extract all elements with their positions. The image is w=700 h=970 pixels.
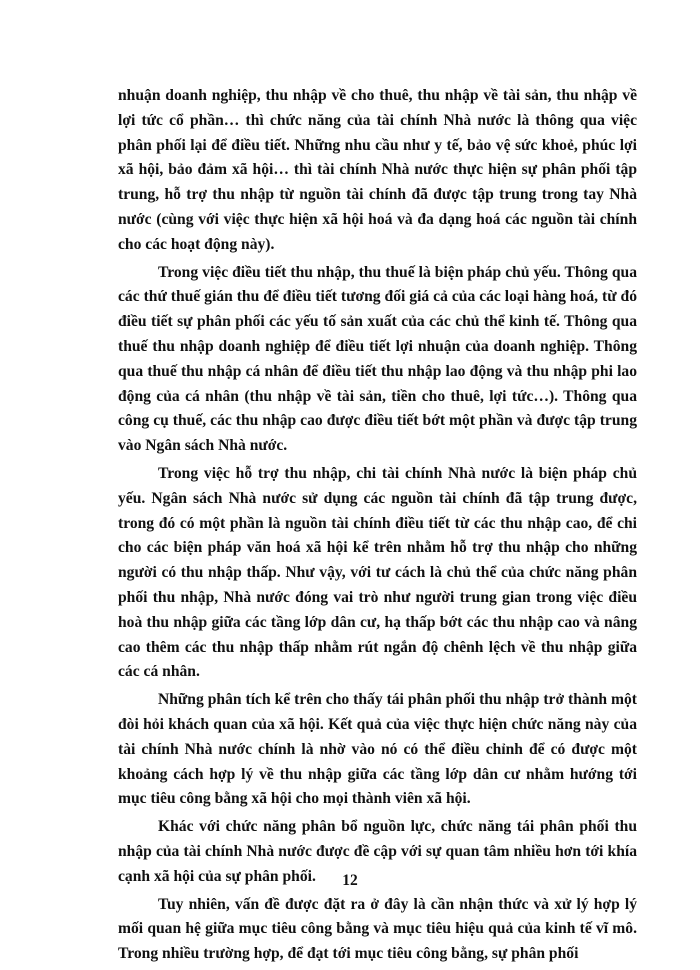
paragraph-tax-regulation: Trong việc điều tiết thu nhập, thu thuế là biện pháp chủ yếu. Thông qua các thứ thuế gián thu để điều tiết tương đối giá cả của các loại hàng hoá, từ đó điều tiết sự phân phối các yếu tố sản xuất của các chủ thể kinh tế. Thông qua thuế thu nhập doanh nghiệp để điều tiết lợi nhuận của doanh nghiệp. Thông qua thuế thu nhập cá nhân để điều tiết thu nhập lao động và thu nhập phi lao động của cá nhân (thu nhập về tài sản, tiền cho thuê, lợi tức…). Thông qua công cụ thuế, các thu nhập cao được điều tiết bớt một phần và được tập trung vào Ngân sách Nhà nước. <box>118 263 637 455</box>
paragraph-however: Tuy nhiên, vấn đề được đặt ra ở đây là cần nhận thức và xử lý hợp lý mối quan hệ giữa mục tiêu công bằng và mục tiêu hiệu quả của kinh tế vĩ mô. Trong nhiều trường hợp, để đạt tới mục tiêu công bằng, sự phân phối <box>118 895 637 963</box>
body-text <box>118 84 637 970</box>
paragraph-income-support: Trong việc hỗ trợ thu nhập, chi tài chính Nhà nước là biện pháp chủ yếu. Ngân sách Nhà nước sử dụng các nguồn tài chính đã tập trung được, trong đó có một phần là nguồn tài chính điều tiết từ các thu nhập cao, để chi cho các biện pháp văn hoá xã hội kể trên nhằm hỗ trợ thu nhập cho những người có thu nhập thấp. Như vậy, với tư cách là chủ thể của chức năng phân phối thu nhập, Nhà nước đóng vai trò như người trung gian trong việc điều hoà thu nhập giữa các tầng lớp dân cư, hạ thấp bớt các thu nhập cao và nâng cao thêm các thu nhập thấp nhằm rút ngắn độ chênh lệch về thu nhập giữa các cá nhân. <box>118 464 637 681</box>
paragraph-analysis: Những phân tích kể trên cho thấy tái phân phối thu nhập trở thành một đòi hỏi khách quan của xã hội. Kết quả của việc thực hiện chức năng này của tài chính Nhà nước chính là nhờ vào nó có thể điều chỉnh để có được một khoảng cách hợp lý về thu nhập giữa các tầng lớp dân cư nhằm hướng tới mục tiêu công bằng xã hội cho mọi thành viên xã hội. <box>118 691 637 808</box>
page-number: 12 <box>342 872 358 889</box>
paragraph-continued: nhuận doanh nghiệp, thu nhập về cho thuê, thu nhập về tài sản, thu nhập về lợi tức cổ phần… thì chức năng của tài chính Nhà nước là thông qua việc phân phối lại để điều tiết. Những nhu cầu như y tế, bảo vệ sức khoẻ, phúc lợi xã hội, bảo đảm xã hội… thì tài chính Nhà nước thực hiện sự phân phối tập trung, hỗ trợ thu nhập từ nguồn tài chính đã được tập trung trong tay Nhà nước (cùng với việc thực hiện xã hội hoá và đa dạng hoá các nguồn tài chính cho các hoạt động này). <box>118 87 637 253</box>
paragraph-comparison: Khác với chức năng phân bổ nguồn lực, chức năng tái phân phối thu nhập của tài chính Nhà nước được đề cập với sự quan tâm nhiều hơn tới khía cạnh xã hội của sự phân phối. <box>118 818 637 885</box>
